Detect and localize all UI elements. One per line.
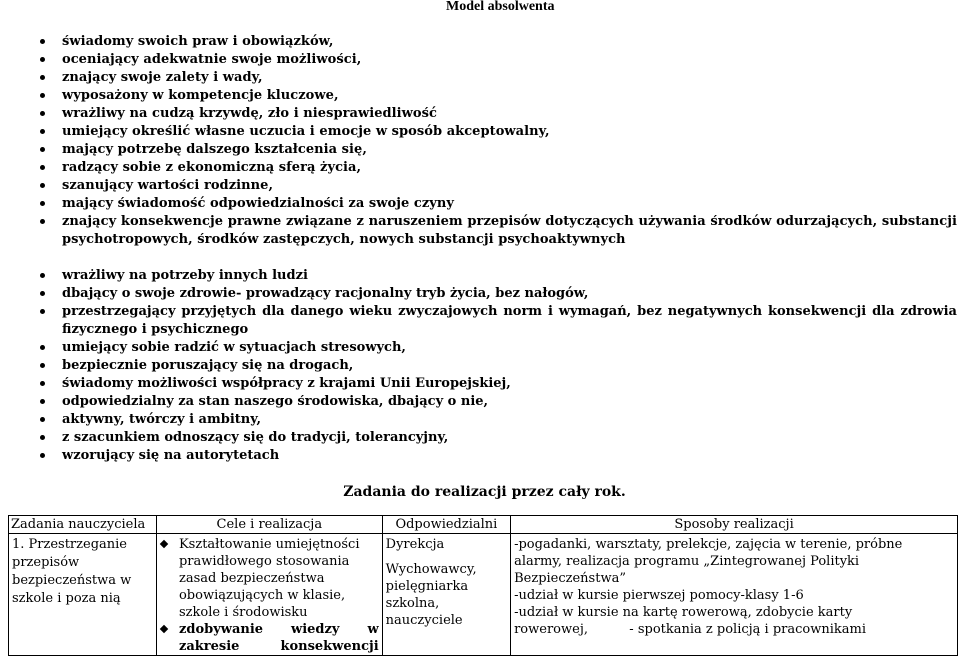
- list-item: wyposażony w kompetencje kluczowe,: [0, 87, 959, 105]
- column-header-responsible: Odpowiedzialni: [382, 516, 510, 534]
- table-row: [9, 534, 958, 656]
- list-item: znający swoje zalety i wady,: [0, 69, 959, 87]
- goals-cell: [156, 534, 382, 656]
- list-item: znający konsekwencje prawne związane z naruszeniem przepisów dotyczących używania środków odurzających, substancji psychotropowych, środków zastępczych, nowych substancji psychoaktywnych: [0, 213, 959, 249]
- column-header-methods: Sposoby realizacji: [511, 516, 958, 534]
- methods-cell: [511, 534, 958, 656]
- graduate-traits-list-2: [0, 267, 959, 465]
- list-item: z szacunkiem odnoszący się do tradycji, tolerancyjny,: [0, 429, 959, 447]
- list-item: bezpiecznie poruszający się na drogach,: [0, 357, 959, 375]
- method-line: -udział w kursie na kartę rowerową, zdobycie karty: [514, 605, 853, 620]
- responsible-cell: [382, 534, 510, 656]
- section-subtitle: Zadania do realizacji przez cały rok.: [343, 484, 626, 500]
- tasks-table: [8, 515, 958, 656]
- column-header-goals: Cele i realizacja: [156, 516, 382, 534]
- list-item: przestrzegający przyjętych dla danego wieku zwyczajowych norm i wymagań, bez negatywnych konsekwencji dla zdrowia fizycznego i psychicznego: [0, 303, 959, 339]
- table-header-row: [9, 516, 958, 534]
- task-cell: 1. Przestrzeganie przepisów bezpieczeństwa w szkole i poza nią: [9, 534, 157, 656]
- list-item: radzący sobie z ekonomiczną sferą życia,: [0, 159, 959, 177]
- responsible-text: Wychowawcy, pielęgniarka szkolna, nauczyciele: [385, 562, 477, 628]
- graduate-traits-list-1: [0, 33, 959, 249]
- list-item: umiejący sobie radzić w sytuacjach stresowych,: [0, 339, 959, 357]
- method-line: alarmy, realizacja programu „Zintegrowanej Polityki: [514, 554, 860, 569]
- list-item: świadomy możliwości współpracy z krajami Unii Europejskiej,: [0, 375, 959, 393]
- list-item: mający świadomość odpowiedzialności za swoje czyny: [0, 195, 959, 213]
- goal-item: zdobywanie wiedzy w zakresie konsekwencji: [160, 621, 379, 655]
- list-item: wzorujący się na autorytetach: [0, 447, 959, 465]
- method-line: -pogadanki, warsztaty, prelekcje, zajęcia w terenie, próbne: [514, 537, 903, 552]
- list-item: umiejący określić własne uczucia i emocje w sposób akceptowalny,: [0, 123, 959, 141]
- list-item: dbający o swoje zdrowie- prowadzący racjonalny tryb życia, bez nałogów,: [0, 285, 959, 303]
- method-line: rowerowej, - spotkania z policją i pracownikami: [514, 622, 867, 637]
- list-item: świadomy swoich praw i obowiązków,: [0, 33, 959, 51]
- method-line: -udział w kursie pierwszej pomocy-klasy 1-6: [514, 588, 804, 603]
- list-item: odpowiedzialny za stan naszego środowiska, dbający o nie,: [0, 393, 959, 411]
- method-line: Bezpieczeństwa”: [514, 571, 626, 586]
- list-item: szanujący wartości rodzinne,: [0, 177, 959, 195]
- column-header-teacher-tasks: Zadania nauczyciela: [9, 516, 157, 534]
- responsible-text: Dyrekcja: [385, 537, 445, 552]
- list-item: aktywny, twórczy i ambitny,: [0, 411, 959, 429]
- goal-item: Kształtowanie umiejętności prawidłowego stosowania zasad bezpieczeństwa obowiązujących w klasie, szkole i środowisku: [160, 536, 379, 621]
- list-item: oceniający adekwatnie swoje możliwości,: [0, 51, 959, 69]
- list-item: wrażliwy na potrzeby innych ludzi: [0, 267, 959, 285]
- page-title: Model absolwenta: [446, 0, 555, 14]
- list-item: mający potrzebę dalszego kształcenia się,: [0, 141, 959, 159]
- list-item: wrażliwy na cudzą krzywdę, zło i niesprawiedliwość: [0, 105, 959, 123]
